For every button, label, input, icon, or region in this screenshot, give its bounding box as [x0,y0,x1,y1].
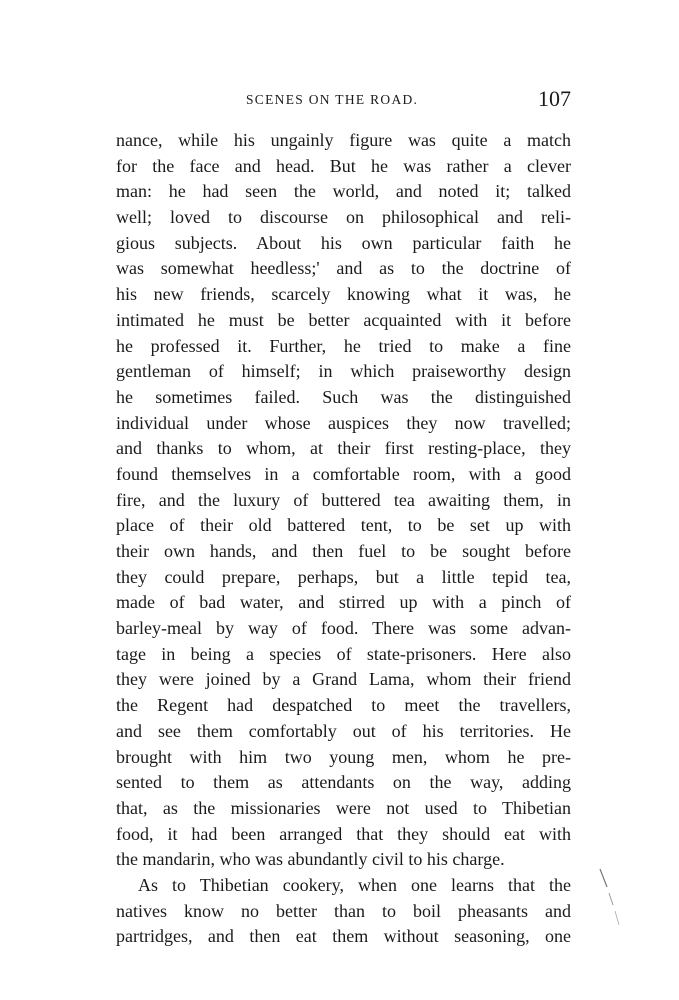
text-line: man: he had seen the world, and noted it; talked [116,181,571,202]
text-line: he sometimes failed. Such was the distinguished [116,386,571,407]
running-head [116,86,571,116]
text-line: As to Thibetian cookery, when one learns that the [138,874,571,895]
text-line: place of their old battered tent, to be set up with [116,515,571,536]
text-line: they were joined by a Grand Lama, whom their friend [116,669,571,690]
text-line: partridges, and then eat them without seasoning, one [116,926,571,947]
body-text [116,128,571,950]
text-line: his new friends, scarcely knowing what it was, he [116,284,571,305]
text-line: tage in being a species of state-prisoners. Here also [116,643,571,664]
text-line: brought with him two young men, whom he pre- [116,746,571,767]
text-line: gentleman of himself; in which praiseworthy design [116,361,571,382]
text-line: nance, while his ungainly figure was quite a match [116,130,571,150]
text-line: their own hands, and then fuel to be sought before [116,541,571,561]
paragraph-1 [116,128,571,873]
text-line: natives know no better than to boil pheasants and [116,900,571,921]
text-line: he professed it. Further, he tried to make a fine [116,335,571,356]
running-title: SCENES ON THE ROAD. [246,92,419,107]
text-line: well; loved to discourse on philosophical and reli- [116,207,571,228]
text-line: sented to them as attendants on the way, adding [116,772,571,793]
text-line: the mandarin, who was abundantly civil to his charge. [116,849,505,870]
text-line: individual under whose auspices they now travelled; [116,412,571,433]
text-line: the Regent had despatched to meet the travellers, [116,695,571,716]
page-number: 107 [538,86,571,111]
text-line: they could prepare, perhaps, but a little tepid tea, [116,566,571,587]
text-line: made of bad water, and stirred up with a pinch of [116,592,571,613]
paragraph-2 [116,873,571,950]
text-line: was somewhat heedless;' and as to the doctrine of [116,258,571,279]
text-line: gious subjects. About his own particular faith he [116,232,571,253]
text-line: barley-meal by way of food. There was some advan- [116,618,571,639]
text-line: fire, and the luxury of buttered tea awaiting them, in [116,489,571,510]
text-line: for the face and head. But he was rather a clever [116,155,571,176]
text-line: intimated he must be better acquainted with it before [116,309,571,330]
text-line: that, as the missionaries were not used to Thibetian [116,797,571,818]
text-line: and thanks to whom, at their first resting-place, they [116,438,571,459]
text-line: and see them comfortably out of his territories. He [116,720,571,741]
text-line: food, it had been arranged that they should eat with [116,823,571,844]
text-line: found themselves in a comfortable room, with a good [116,463,571,484]
margin-mark [597,867,625,929]
